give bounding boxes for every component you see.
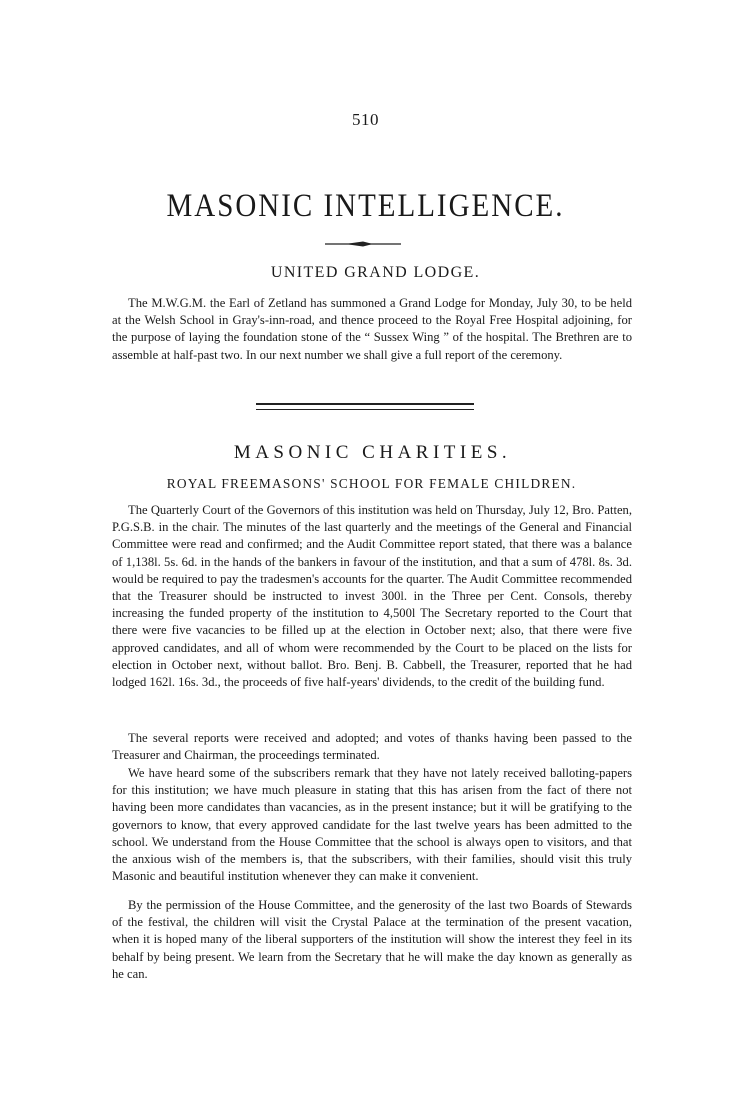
charities-paragraph-quarterly-court: The Quarterly Court of the Governors of this institution was held on Thursday, July 12, Bro. Patten, P.G.S.B. in the chair. The minutes of the last quarterly and the meetings of the General and Financial Committee were read and confirmed; and the Audit Committee report stated, that there was a balance of 1,138l. 5s. 6d. in the hands of the bankers in favour of the institution, and that a sum of 478l. 8s. 3d. would be required to pay the tradesmen's accounts for the quarter. The Audit Committee recommended that the Treasurer should be instructed to invest 300l. in the Three per Cent. Consols, thereby increasing the funded property of the institution to 4,500l The Secretary reported to the Court that there were five vacancies to be filled up at the election in October next; also, that there were five approved candidates, and all of whom were recommended by the Court to be placed on the lists for election in October next, without ballot. Bro. Benj. B. Cabbell, the Treasurer, reported that he had lodged 162l. 16s. 3d., the proceeds of five half-years' dividends, to the credit of the building fund.	[112, 503, 632, 690]
page-number: 510	[352, 110, 379, 129]
section-divider	[256, 403, 474, 410]
title-ornament-rule	[325, 240, 401, 248]
charities-paragraph-crystal-palace: By the permission of the House Committee, and the generosity of the last two Boards of Stewards of the festival, the children will visit the Crystal Palace at the termination of the present vacation, when it is hoped many of the liberal supporters of the institution will show the interest they feel in its behalf by being present. We learn from the Secretary that he will make the day known as generally as he can.	[112, 898, 632, 981]
page-title: MASONIC INTELLIGENCE.	[166, 188, 565, 224]
section-heading-grand-lodge: UNITED GRAND LODGE.	[270, 264, 481, 281]
charities-paragraph-balloting: We have heard some of the subscribers remark that they have not lately received balloting-papers for this institution; we have much pleasure in stating that this has arisen from the fact of there not having been more candidates than vacancies, as in the present instance; but it will be gratifying to the governors to know, that every approved candidate for the last twelve years has been admitted to the school. We understand from the House Committee that the school is always open to visitors, and that the anxious wish of the members is, that the subscribers, with their families, should visit this truly Masonic and beautiful institution whenever they can make it convenient.	[112, 766, 632, 884]
grand-lodge-paragraph: The M.W.G.M. the Earl of Zetland has summoned a Grand Lodge for Monday, July 30, to be held at the Welsh School in Gray's-inn-road, and thence proceed to the Royal Free Hospital adjoining, for the purpose of laying the foundation stone of the “ Sussex Wing ” of the hospital. The Brethren are to assemble at half-past two. In our next number we shall give a full report of the ceremony.	[112, 296, 632, 362]
charities-paragraph-reports: The several reports were received and adopted; and votes of thanks having been passed to the Treasurer and Chairman, the proceedings terminated.	[112, 731, 632, 763]
subheading-female-school: ROYAL FREEMASONS' SCHOOL FOR FEMALE CHILDREN.	[166, 476, 577, 491]
section-heading-charities: MASONIC CHARITIES.	[233, 442, 512, 463]
